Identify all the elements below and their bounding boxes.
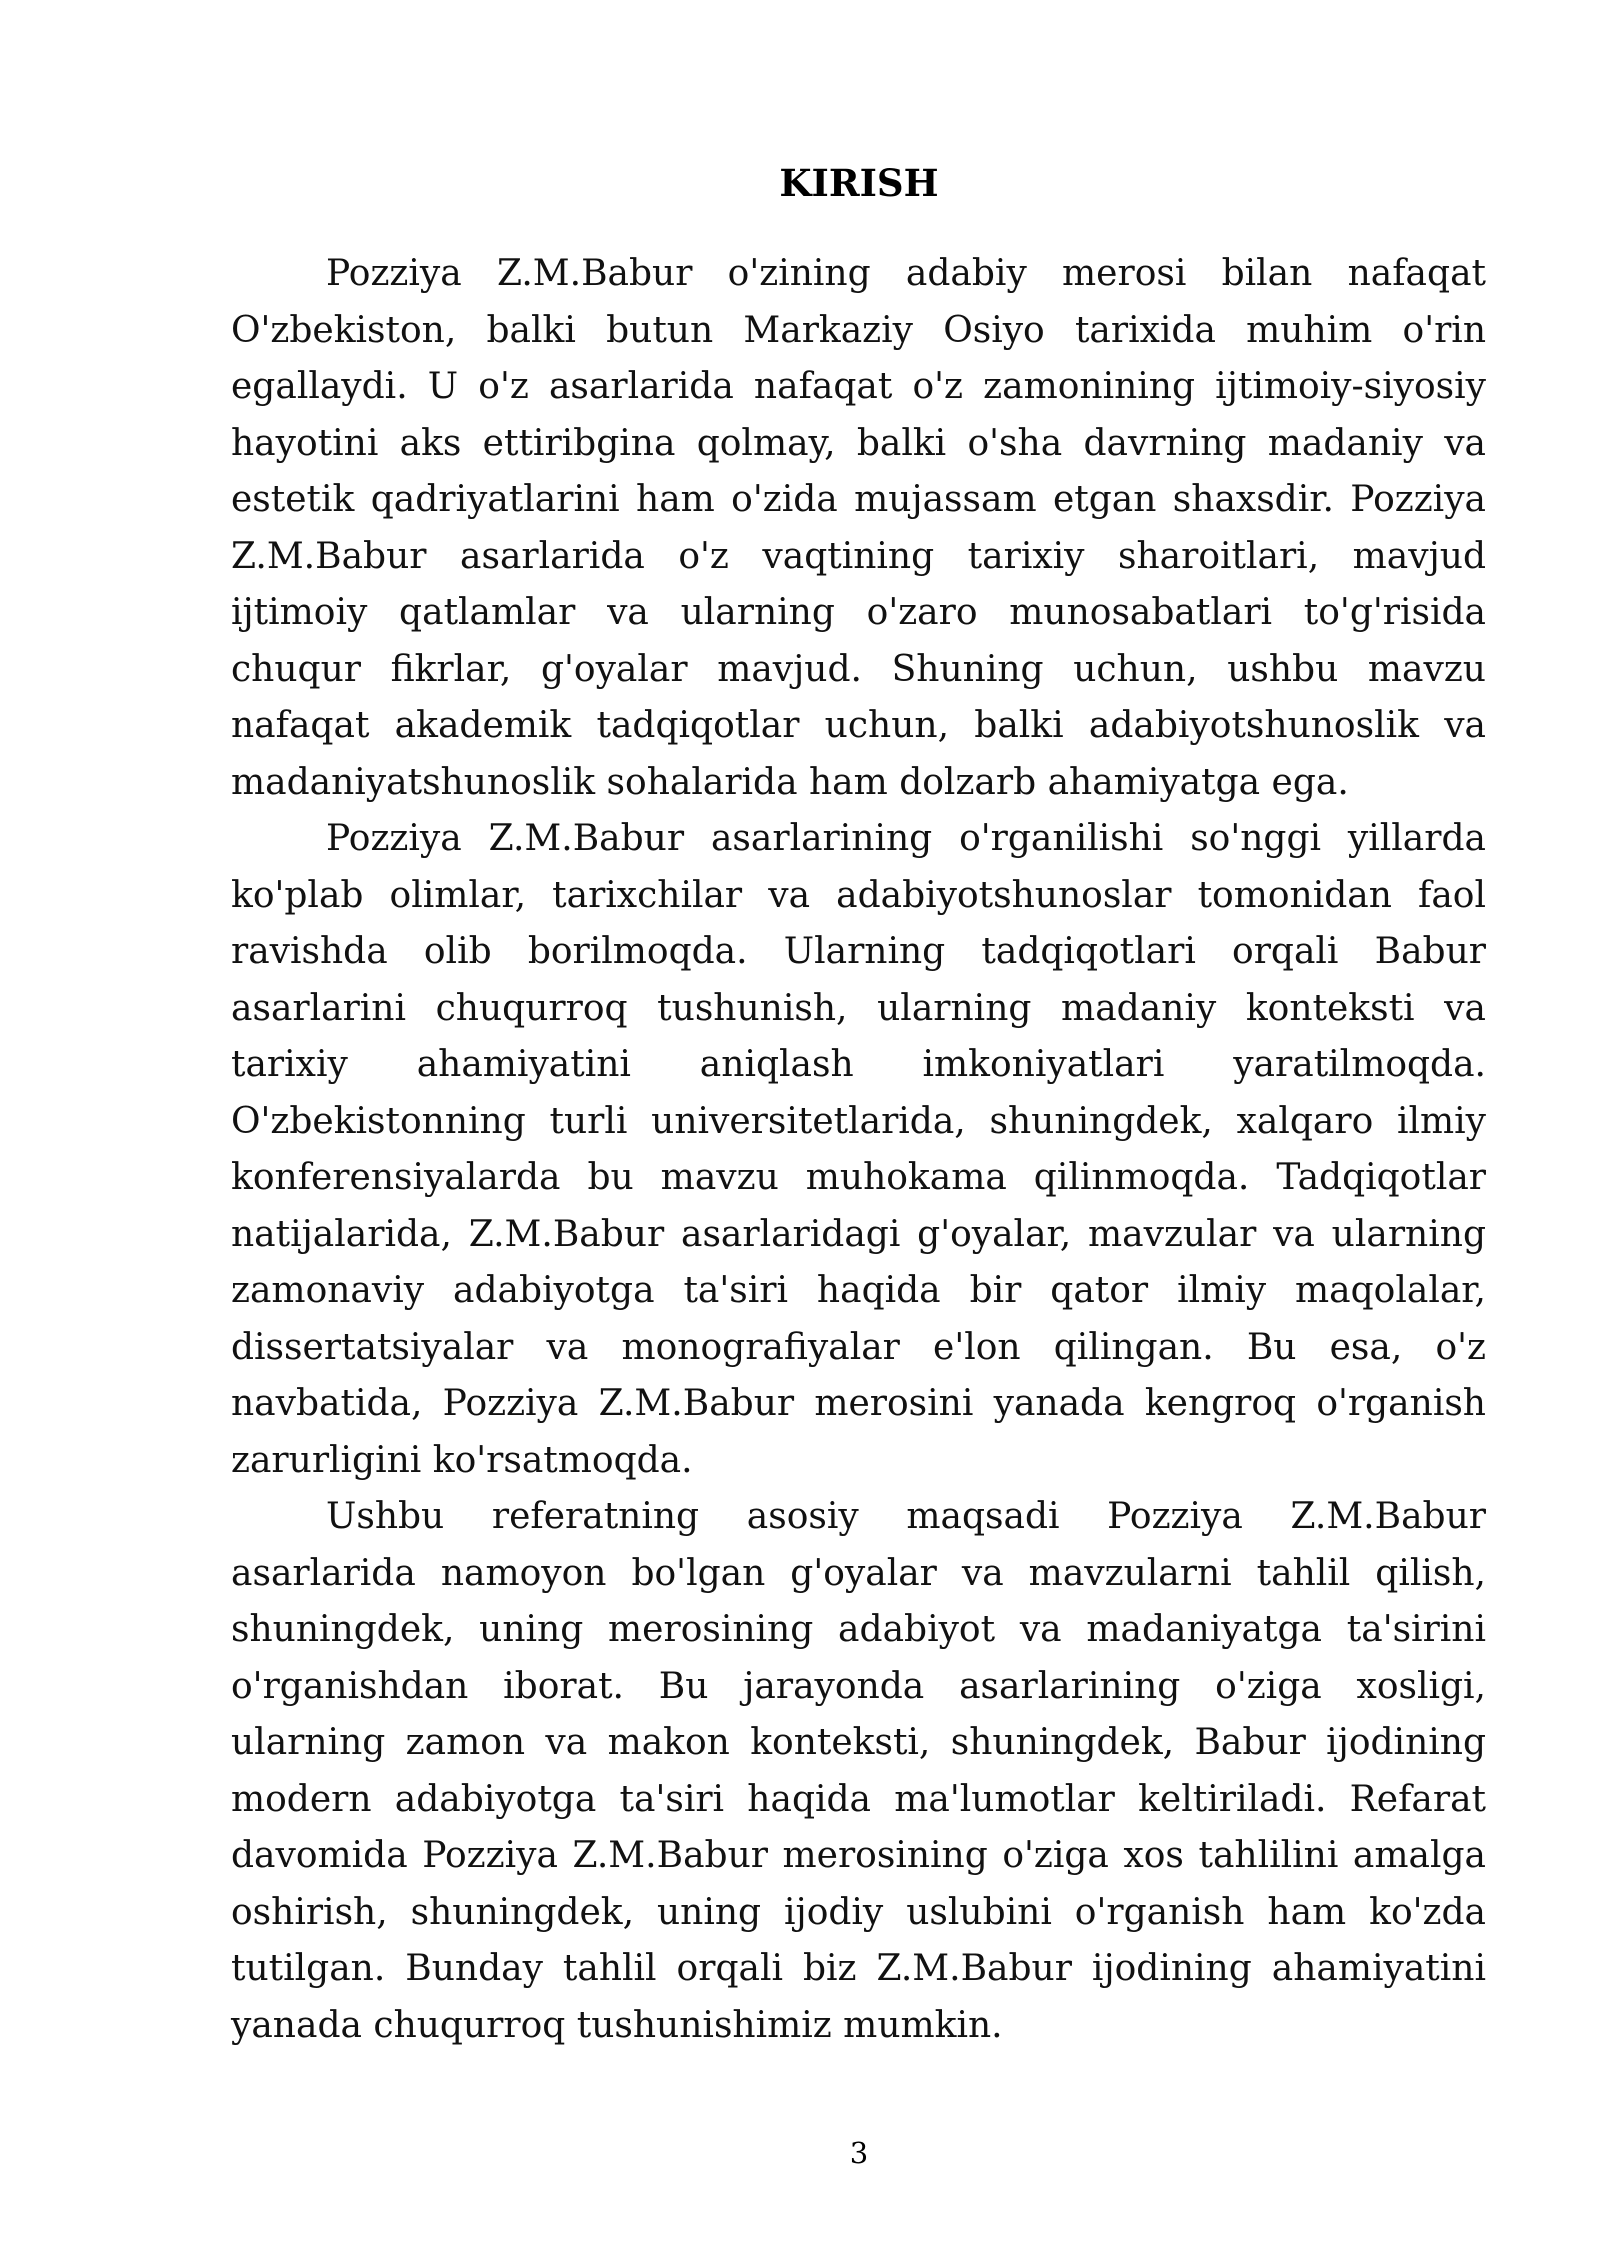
paragraph: Ushbu referatning asosiy maqsadi Pozziya Z.M.Babur asarlarida namoyon bo'lgan g'oyalar va mavzularni tahlil qilish, shuningdek, uning merosining adabiyot va madaniyatga ta'sirini o'rganishdan iborat. Bu jarayonda asarlarining o'ziga xosligi, ularning zamon va makon konteksti, shuningdek, Babur ijodining modern adabiyotga ta'siri haqida ma'lumotlar keltiriladi. Refarat davomida Pozziya Z.M.Babur merosining o'ziga xos tahlilini amalga oshirish, shuningdek, uning ijodiy uslubini o'rganish ham ko'zda tutilgan. Bunday tahlil orqali biz Z.M.Babur ijodining ahamiyatini yanada chuqurroq tushunishimiz mumkin.	[231, 1496, 1486, 2046]
paragraph: Pozziya Z.M.Babur o'zining adabiy merosi bilan nafaqat O'zbekiston, balki butun Markaziy Osiyo tarixida muhim o'rin egallaydi. U o'z asarlarida nafaqat o'z zamonining ijtimoiy-siyosiy hayotini aks ettiribgina qolmay, balki o'sha davrning madaniy va estetik qadriyatlarini ham o'zida mujassam etgan shaxsdir. Pozziya Z.M.Babur asarlarida o'z vaqtining tarixiy sharoitlari, mavjud ijtimoiy qatlamlar va ularning o'zaro munosabatlari to'g'risida chuqur fikrlar, g'oyalar mavjud. Shuning uchun, ushbu mavzu nafaqat akademik tadqiqotlar uchun, balki adabiyotshunoslik va madaniyatshunoslik sohalarida ham dolzarb ahamiyatga ega.	[231, 253, 1486, 803]
body-text	[231, 246, 1486, 2054]
section-heading: KIRISH	[779, 161, 939, 205]
page-number: 3	[849, 2136, 869, 2170]
paragraph: Pozziya Z.M.Babur asarlarining o'rganilishi so'nggi yillarda ko'plab olimlar, tarixchilar va adabiyotshunoslar tomonidan faol ravishda olib borilmoqda. Ularning tadqiqotlari orqali Babur asarlarini chuqurroq tushunish, ularning madaniy konteksti va tarixiy ahamiyatini aniqlash imkoniyatlari yaratilmoqda. O'zbekistonning turli universitetlarida, shuningdek, xalqaro ilmiy konferensiyalarda bu mavzu muhokama qilinmoqda. Tadqiqotlar natijalarida, Z.M.Babur asarlaridagi g'oyalar, mavzular va ularning zamonaviy adabiyotga ta'siri haqida bir qator ilmiy maqolalar, dissertatsiyalar va monografiyalar e'lon qilingan. Bu esa, o'z navbatida, Pozziya Z.M.Babur merosini yanada kengroq o'rganish zarurligini ko'rsatmoqda.	[231, 818, 1486, 1481]
